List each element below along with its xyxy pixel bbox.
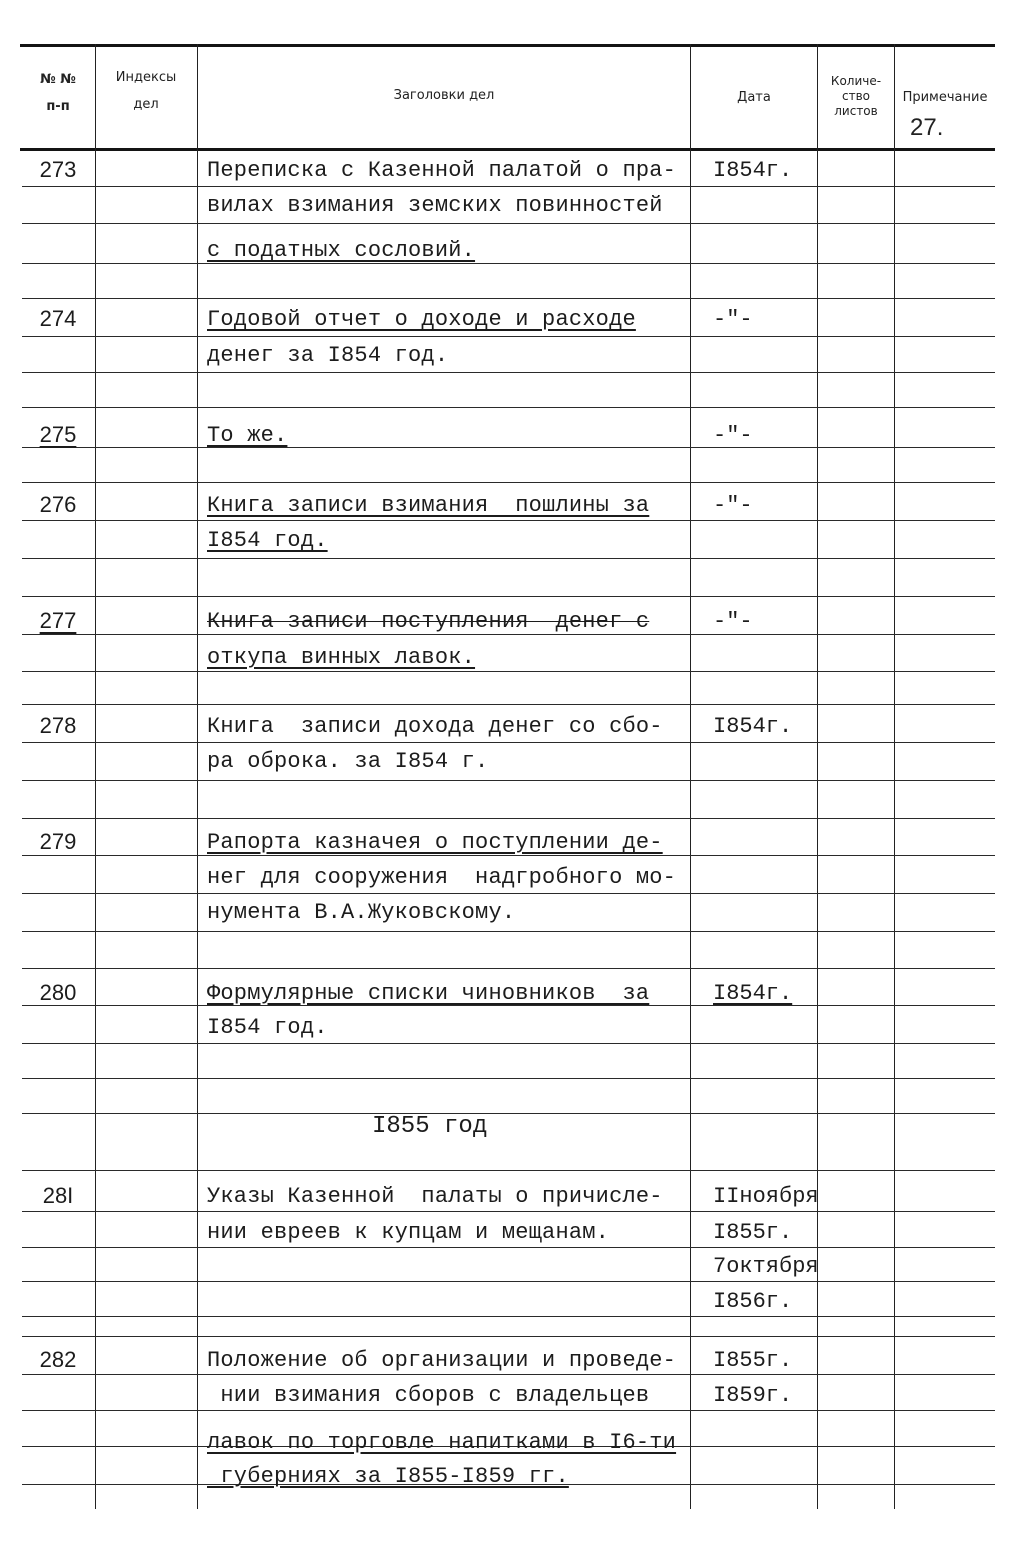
ruled-line [22, 1078, 995, 1079]
header-bottom-rule [20, 148, 995, 151]
header-date-col: Дата [737, 90, 771, 105]
ruled-line [22, 558, 995, 559]
ruled-line [22, 893, 995, 894]
ruled-line [22, 1316, 995, 1317]
entry-number: 276 [39, 492, 77, 517]
entry-title-line: лавок по торговле напитками в I6-ти [207, 1430, 677, 1455]
entry-date: -"- [713, 609, 753, 634]
header-sheets-col [819, 74, 893, 119]
entry-date: I859г. [713, 1383, 793, 1408]
header-sheets-line: Количе- [830, 74, 882, 88]
header-sheets-line: листов [834, 104, 878, 118]
ruled-line [22, 1281, 995, 1282]
entry-number: 277 [39, 608, 77, 633]
header-num-col [24, 72, 92, 114]
entry-title-line: Книга записи поступления денег с [207, 609, 650, 634]
header-num-line: № № [40, 72, 76, 87]
header-index-line: Индексы [115, 70, 177, 85]
ruled-line [22, 780, 995, 781]
ruled-line [22, 596, 995, 597]
ruled-line [22, 855, 995, 856]
entry-date: I854г. [713, 714, 793, 739]
ruled-line [22, 1247, 995, 1248]
entry-number: 274 [39, 306, 77, 331]
entry-number: 275 [39, 422, 77, 447]
ruled-line [22, 407, 995, 408]
section-year-heading: I855 год [372, 1113, 488, 1140]
header-title-col: Заголовки дел [393, 88, 495, 103]
ruled-line [22, 336, 995, 337]
ruled-line [22, 186, 995, 187]
header-index-col [100, 70, 192, 112]
entry-title-line: нии евреев к купцам и мещанам. [207, 1220, 610, 1245]
entry-number: 280 [39, 980, 77, 1005]
entry-number: 28I [42, 1183, 74, 1208]
ruled-line [22, 818, 995, 819]
entry-number: 279 [39, 829, 77, 854]
entry-title-line: нии взимания сборов с владельцев [207, 1383, 650, 1408]
entry-title-line: Переписка с Казенной палатой о пра- [207, 158, 677, 183]
entry-date: I854г. [713, 158, 793, 183]
entry-title-line: Книга записи взимания пошлины за [207, 493, 650, 518]
entry-date: -"- [713, 423, 753, 448]
ruled-line [22, 1336, 995, 1337]
entry-date: I855г. [713, 1348, 793, 1373]
entry-title-line: I854 год. [207, 1015, 328, 1040]
ruled-line [22, 1170, 995, 1171]
entry-title-line: Годовой отчет о доходе и расходе [207, 307, 636, 332]
entry-date: -"- [713, 493, 753, 518]
entry-title-line: Указы Казенной палаты о причисле- [207, 1184, 663, 1209]
entry-number: 282 [39, 1347, 77, 1372]
entry-title-line: Рапорта казначея о поступлении де- [207, 830, 663, 855]
entry-date: 7октября [713, 1254, 819, 1279]
entry-title-line: То же. [207, 423, 288, 448]
ruled-line [22, 1211, 995, 1212]
ruled-line [22, 372, 995, 373]
ruled-line [22, 671, 995, 672]
ruled-line [22, 520, 995, 521]
sheet-number: 27. [910, 114, 944, 141]
entry-title-line: I854 год. [207, 528, 328, 553]
ruled-line [22, 447, 995, 448]
entry-title-line: откупа винных лавок. [207, 645, 476, 670]
ruled-line [22, 968, 995, 969]
ruled-line [22, 1113, 995, 1114]
ruled-line [22, 931, 995, 932]
entry-title-line: губерниях за I855-I859 гг. [207, 1464, 569, 1489]
entry-date: I855г. [713, 1220, 793, 1245]
entry-number: 278 [39, 713, 77, 738]
entry-date: I856г. [713, 1289, 793, 1314]
ruled-line [22, 634, 995, 635]
entry-title-line: ра оброка. за I854 г. [207, 749, 489, 774]
ruled-line [22, 223, 995, 224]
entry-number: 273 [39, 157, 77, 182]
entry-title-line: денег за I854 год. [207, 343, 449, 368]
header-index-line: дел [133, 97, 159, 112]
entry-title-line: нумента В.А.Жуковскому. [207, 900, 516, 925]
entry-title-line: вилах взимания земских повинностей [207, 193, 663, 218]
ruled-line [22, 298, 995, 299]
entry-date: I854г. [713, 981, 793, 1006]
ruled-line [22, 1043, 995, 1044]
ruled-line [22, 704, 995, 705]
ruled-line [22, 482, 995, 483]
entry-title-line: Положение об организации и проведе- [207, 1348, 677, 1373]
header-note-col: Примечание [902, 90, 988, 105]
ruled-line [22, 1410, 995, 1411]
entry-title-line: Формулярные списки чиновников за [207, 981, 650, 1006]
entry-title-line: Книга записи дохода денег со сбо- [207, 714, 663, 739]
entry-title-line: с податных сословий. [207, 238, 476, 263]
header-num-line: п-п [46, 99, 70, 114]
ruled-line [22, 1374, 995, 1375]
header-sheets-line: ство [841, 89, 870, 103]
entry-title-line: нег для сооружения надгробного мо- [207, 865, 677, 890]
entry-date: IIноября [713, 1184, 819, 1209]
entry-date: -"- [713, 307, 753, 332]
table-top-rule [20, 44, 995, 47]
ruled-line [22, 742, 995, 743]
ruled-line [22, 263, 995, 264]
